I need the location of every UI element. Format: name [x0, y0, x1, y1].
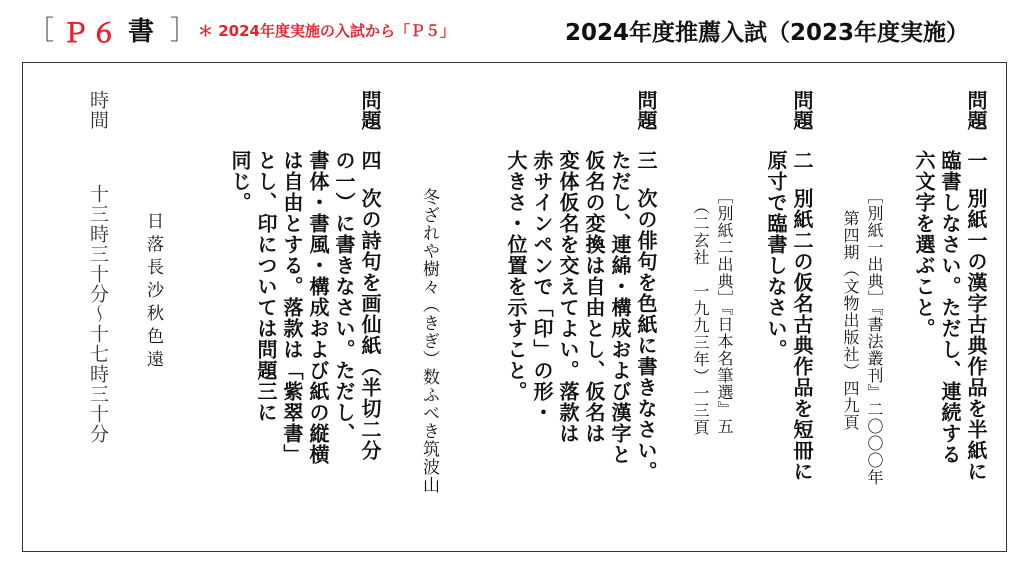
q1-source-2: 第四期（文物出版社）四九頁 [841, 210, 860, 431]
q1-line-2: 臨書しなさい。ただし、連続する [938, 150, 962, 465]
q1-number: 一 [964, 150, 988, 170]
time-value: 十三時三十分～十七時三十分 [87, 184, 109, 444]
q2-line-2: 原寸で臨書しなさい。 [764, 150, 788, 360]
subject-title: 書 [128, 17, 155, 47]
q2-source-1: ［別紙二出典］『日本名筆選』五 [715, 188, 734, 435]
q3-poem: 冬ざれや樹々（きぎ）数ふべき筑波山 [419, 188, 439, 494]
q3-label: 問題 [634, 90, 658, 130]
q4-line-5: とし、印については問題三に [254, 150, 278, 423]
q2-label: 問題 [790, 90, 814, 130]
bracket-open: ［ [28, 16, 55, 46]
q1-label: 問題 [964, 90, 988, 130]
page-code-note: ＊ 2024年度実施の入試から「Ｐ５」 [198, 22, 455, 40]
q3-number: 三 [634, 150, 658, 170]
q1-source-1: ［別紙一出典］『書法叢刊』二〇〇〇年 [865, 188, 884, 486]
q4-line-6: 同じ。 [228, 150, 252, 213]
q2-line-1: 別紙二の仮名古典作品を短冊に [790, 188, 814, 482]
page-code: Ｐ６ [62, 19, 121, 49]
q4-label: 問題 [358, 90, 382, 130]
exam-title: 2024年度推薦入試（2023年度実施） [565, 20, 970, 46]
q3-line-2: ただし、連綿・構成および漢字と [608, 150, 632, 465]
q4-poem: 日落長沙秋色遠 [143, 212, 163, 373]
q4-line-2: の一）に書きなさい。ただし、 [332, 150, 356, 444]
q4-number: 四 [358, 150, 382, 170]
q4-line-4: は自由とする。落款は「紫翠書」 [280, 150, 304, 465]
time-label: 時間 [87, 90, 109, 130]
q3-line-6: 大きさ・位置を示すこと。 [504, 150, 528, 402]
q2-source-2: （二玄社 一九九三年）一三頁 [691, 198, 710, 436]
bracket-close: ］ [170, 16, 197, 46]
q4-line-1: 次の詩句を画仙紙（半切二分 [358, 188, 382, 461]
q2-number: 二 [790, 150, 814, 170]
page-header [0, 0, 1030, 60]
q3-line-1: 次の俳句を色紙に書きなさい。 [634, 188, 658, 482]
q4-line-3: 書体・書風・構成および紙の縦横 [306, 150, 330, 465]
q1-line-1: 別紙一の漢字古典作品を半紙に [964, 188, 988, 482]
q3-line-4: 変体仮名を交えてよい。落款は [556, 150, 580, 444]
q3-line-3: 仮名の変換は自由とし、仮名は [582, 150, 606, 444]
q3-line-5: 赤サインペンで「印」の形・ [530, 150, 554, 423]
q1-line-3: 六文字を選ぶこと。 [912, 150, 936, 339]
